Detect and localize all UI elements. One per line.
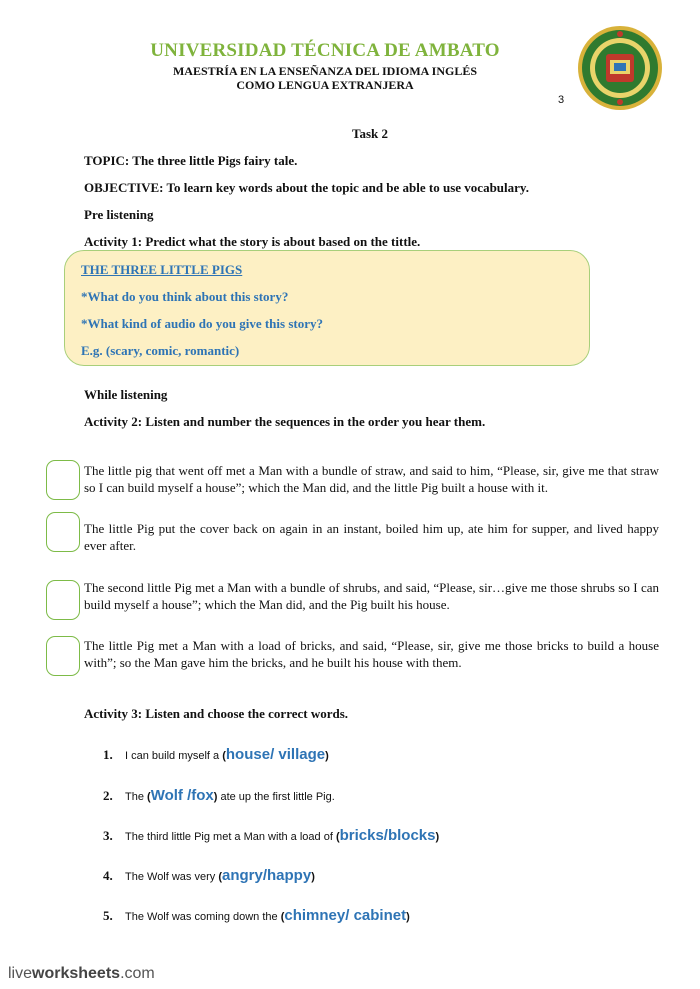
activity-2-heading: Activity 2: Listen and number the sequences in the order you hear them. [84,414,486,429]
prediction-box [64,250,590,366]
question-text: The third little Pig met a Man with a load of [125,831,336,843]
pre-listening-heading: Pre listening [84,207,154,222]
question-text: The [125,791,148,803]
university-title: UNIVERSIDAD TÉCNICA DE AMBATO [150,40,500,61]
question-text-after: ate up the first little Pig. [217,791,335,803]
program-line-2: COMO LENGUA EXTRANJERA [236,78,414,92]
sequence-number-input[interactable] [46,512,80,552]
answer-options[interactable]: house/ village [225,746,326,763]
sequence-number-input[interactable] [46,580,80,620]
question-text: The Wolf was coming down the [125,911,281,923]
question-text: The Wolf was very [125,871,219,883]
question-number: 2. [103,788,113,803]
liveworksheets-logo[interactable]: liveworksheets.com [8,965,155,982]
answer-options[interactable]: chimney/ cabinet [284,907,407,924]
answer-options[interactable]: bricks/blocks [339,827,436,844]
answer-options[interactable]: Wolf /fox [150,787,214,804]
sequence-text: The little Pig met a Man with a load of bricks, and said, “Please, sir, give me those bricks to build a house with”; so the Man gave him the bricks, and he built his house with them. [84,638,659,670]
question-number: 4. [103,868,113,883]
activity-1-heading: Activity 1: Predict what the story is about based on the tittle. [84,234,421,249]
sequence-text: The little Pig put the cover back on again in an instant, boiled him up, ate him for supper, and lived happy ever after. [84,521,659,553]
sequence-number-input[interactable] [46,460,80,500]
objective-line: OBJECTIVE: To learn key words about the topic and be able to use vocabulary. [84,180,529,195]
question-item: 5. The Wolf was coming down the (chimney/ cabinet) [103,907,410,924]
sequence-text: The little pig that went off met a Man with a bundle of straw, and said to him, “Please, sir, give me that straw so I can build myself a house”; which the Man did, and the little Pig built a house with it. [84,463,659,495]
question-item: 2. The (Wolf /fox) ate up the first little Pig. [103,787,335,804]
question-item: 4. The Wolf was very (angry/happy) [103,867,315,884]
question-number: 1. [103,747,113,762]
page-number: 3 [558,94,565,106]
university-seal-icon [576,24,664,112]
prediction-question-1: *What do you think about this story? [81,289,289,304]
program-line-1: MAESTRÍA EN LA ENSEÑANZA DEL IDIOMA INGLÉS [172,64,478,78]
question-number: 5. [103,908,113,923]
answer-options[interactable]: angry/happy [222,867,312,884]
topic-line: TOPIC: The three little Pigs fairy tale. [84,153,298,168]
question-item: 3. The third little Pig met a Man with a load of (bricks/blocks) [103,827,440,844]
question-item: 1. I can build myself a (house/ village) [103,746,329,763]
activity-3-heading: Activity 3: Listen and choose the correct words. [84,706,349,721]
while-listening-heading: While listening [84,387,168,402]
question-text: I can build myself a [125,750,223,762]
story-title: THE THREE LITTLE PIGS [81,262,243,277]
prediction-question-2: *What kind of audio do you give this story? [81,316,323,331]
task-title: Task 2 [351,126,389,141]
sequence-number-input[interactable] [46,636,80,676]
question-number: 3. [103,828,113,843]
sequence-text: The second little Pig met a Man with a bundle of shrubs, and said, “Please, sir…give me those shrubs so I can build myself a house”; which the Man did, and the Pig built his house. [84,580,659,612]
prediction-example: E.g. (scary, comic, romantic) [81,343,240,358]
